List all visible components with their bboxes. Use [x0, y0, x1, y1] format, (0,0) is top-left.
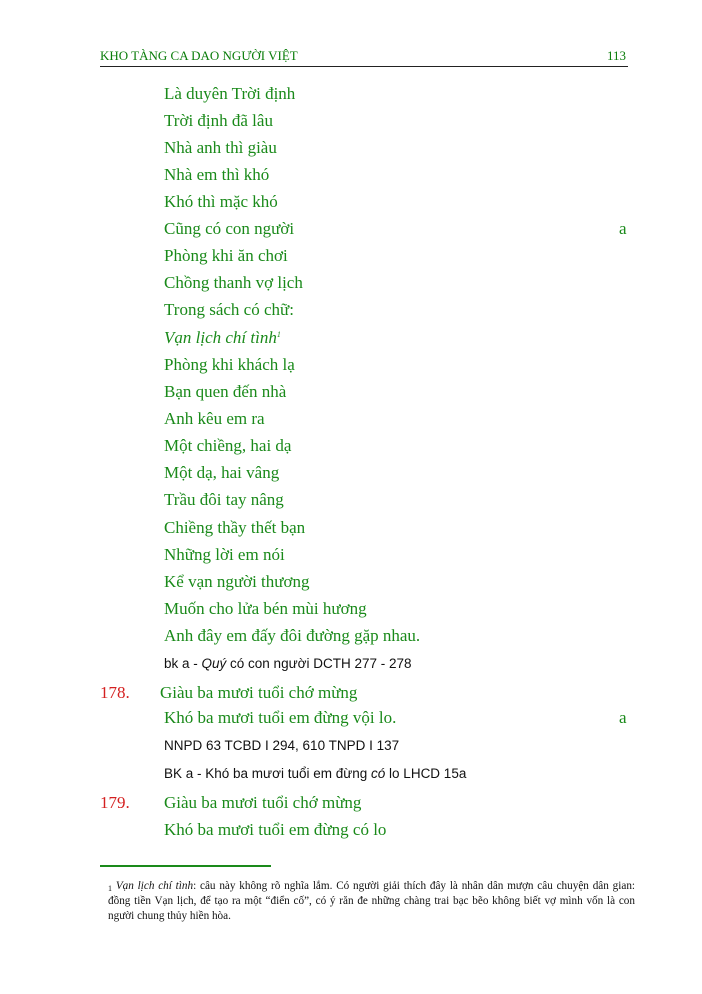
verse-line: Kể vạn người thương	[164, 572, 310, 591]
source-text: BK a - Khó ba mươi tuổi em đừng	[164, 766, 372, 781]
poem-number: 178.	[100, 683, 130, 702]
source-note	[164, 656, 412, 671]
verse-line: Bạn quen đến nhà	[164, 382, 287, 401]
source-note	[164, 766, 466, 781]
source-note: NNPD 63 TCBD I 294, 610 TNPD I 137	[164, 738, 400, 753]
source-italic: có	[371, 766, 386, 781]
verse-line: Anh đây em đấy đôi đường gặp nhau.	[164, 626, 421, 645]
footnote-ref[interactable]: 1	[276, 330, 281, 339]
footnote	[108, 879, 635, 924]
verse-line: Nhà em thì khó	[164, 165, 270, 184]
variant-mark: a	[619, 219, 627, 238]
verse-line: Khó ba mươi tuổi em đừng có lo	[164, 820, 387, 839]
verse-line: Phòng khi ăn chơi	[164, 246, 288, 265]
verse-line: Chiềng thầy thết bạn	[164, 518, 306, 537]
footnote-marker: 1	[108, 884, 112, 893]
verse-line: Một chiềng, hai dạ	[164, 436, 292, 455]
source-text: bk a -	[164, 656, 202, 671]
verse-line-italic	[164, 328, 281, 348]
footnote-divider	[100, 865, 271, 867]
verse-line: Trầu đôi tay nâng	[164, 490, 284, 509]
variant-mark: a	[619, 708, 627, 727]
footnote-text: : câu này không rõ nghĩa lắm. Có người giải thích đây là nhân dân mượn câu chuyện dân gian: đồng tiền Vạn lịch, để tạo ra một “điển cố”, có ý răn đe những chàng trai bạc bẽo không biết vợ mình vốn là con người chung thủy hiền hòa.	[108, 880, 636, 922]
poem-number: 179.	[100, 793, 130, 812]
verse-line: Giàu ba mươi tuổi chớ mừng	[160, 683, 358, 702]
book-title: KHO TÀNG CA DAO NGƯỜI VIỆT	[100, 48, 298, 63]
verse-line: Chồng thanh vợ lịch	[164, 273, 303, 292]
verse-italic-text: Vạn lịch chí tình	[164, 328, 277, 347]
verse-line: Trong sách có chữ:	[164, 300, 294, 319]
verse-line: Trời định đã lâu	[164, 111, 273, 130]
verse-line: Một dạ, hai vâng	[164, 463, 280, 482]
page-number: 113	[606, 48, 626, 63]
page-header	[100, 48, 628, 67]
verse-line: Phòng khi khách lạ	[164, 355, 295, 374]
verse-line: Khó thì mặc khó	[164, 192, 278, 211]
source-text: lo LHCD 15a	[385, 766, 467, 781]
verse-line: Anh kêu em ra	[164, 409, 265, 428]
verse-line: Là duyên Trời định	[164, 84, 296, 103]
footnote-term: Vạn lịch chí tình	[115, 880, 194, 892]
verse-line: Khó ba mươi tuổi em đừng vội lo.	[164, 708, 397, 727]
verse-line: Cũng có con người	[164, 219, 295, 238]
source-italic: Quý	[201, 656, 227, 671]
verse-line: Giàu ba mươi tuổi chớ mừng	[164, 793, 362, 812]
verse-line: Những lời em nói	[164, 545, 285, 564]
verse-line: Muốn cho lửa bén mùi hương	[164, 599, 367, 618]
source-text: có con người DCTH 277 - 278	[226, 656, 412, 671]
verse-line: Nhà anh thì giàu	[164, 138, 277, 157]
